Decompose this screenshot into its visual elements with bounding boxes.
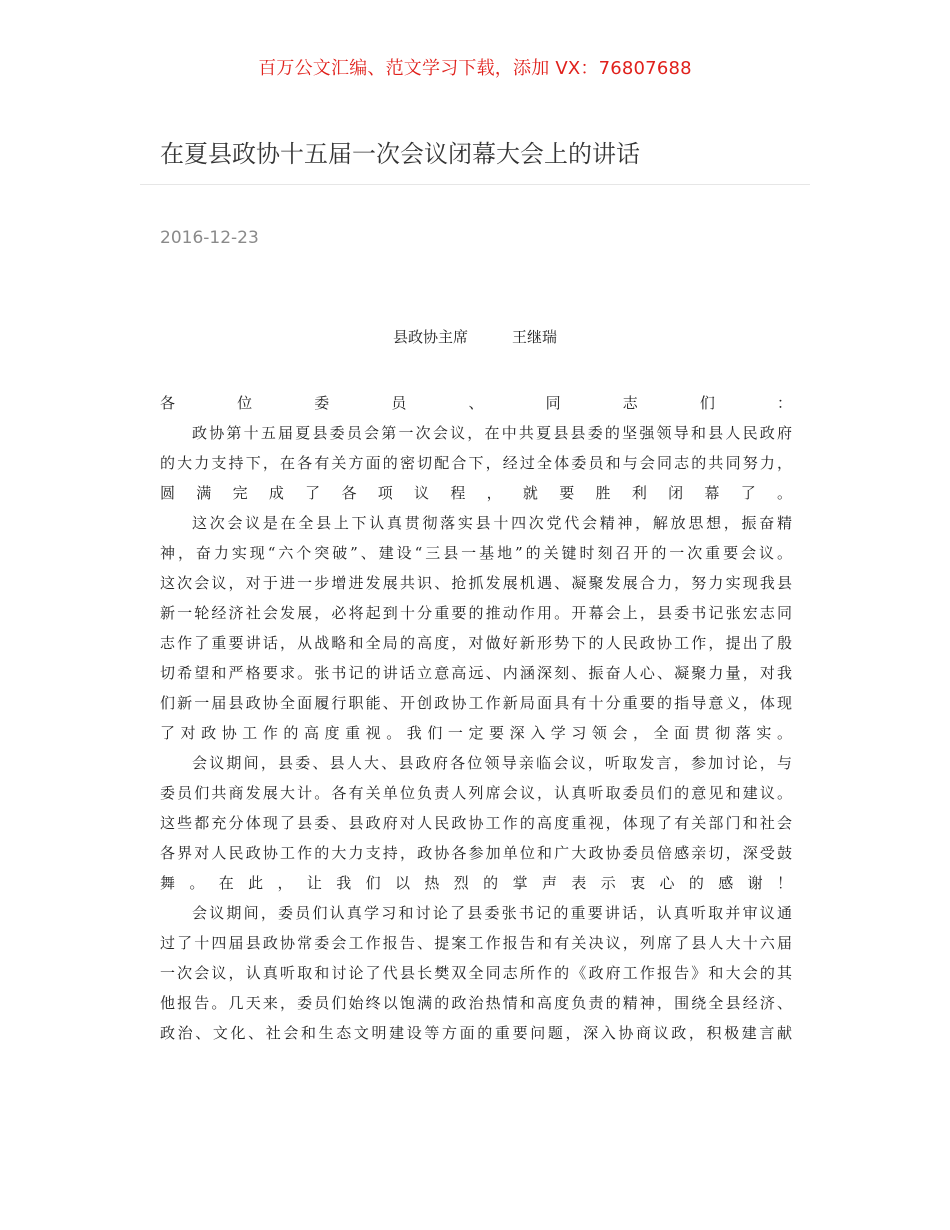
speech-line: 圆满完成了各项议程，就要胜利闭幕了。 [160, 484, 792, 502]
article-title: 在夏县政协十五届一次会议闭幕大会上的讲话 [160, 140, 640, 168]
speech-line: 过了十四届县政协常委会工作报告、提案工作报告和有关决议，列席了县人大十六届 [160, 934, 792, 952]
speech-body [160, 388, 792, 1048]
speech-line: 这次会议是在全县上下认真贯彻落实县十四次党代会精神，解放思想，振奋精 [192, 514, 792, 532]
speaker-byline [0, 324, 950, 350]
speech-line: 神，奋力实现“六个突破”、建设“三县一基地”的关键时刻召开的一次重要会议。 [160, 544, 792, 562]
speaker-name: 王继瑞 [512, 328, 558, 346]
speech-line: 会议期间，委员们认真学习和讨论了县委张书记的重要讲话，认真听取并审议通 [192, 904, 792, 922]
speech-line: 这次会议，对于进一步增进发展共识、抢抓发展机遇、凝聚发展合力，努力实现我县 [160, 574, 792, 592]
publish-date: 2016-12-23 [160, 228, 259, 248]
speech-line: 这些都充分体现了县委、县政府对人民政协工作的高度重视，体现了有关部门和社会 [160, 814, 792, 832]
speech-line: 切希望和严格要求。张书记的讲话立意高远、内涵深刻、振奋人心、凝聚力量，对我 [160, 664, 792, 682]
speech-line: 委员们共商发展大计。各有关单位负责人列席会议，认真听取委员们的意见和建议。 [160, 784, 792, 802]
speech-line: 的大力支持下，在各有关方面的密切配合下，经过全体委员和与会同志的共同努力， [160, 454, 792, 472]
speech-line: 各界对人民政协工作的大力支持，政协各参加单位和广大政协委员倍感亲切，深受鼓 [160, 844, 792, 862]
speech-line: 一次会议，认真听取和讨论了代县长樊双全同志所作的《政府工作报告》和大会的其 [160, 964, 792, 982]
speech-line: 新一轮经济社会发展，必将起到十分重要的推动作用。开幕会上，县委书记张宏志同 [160, 604, 792, 622]
speech-line: 政协第十五届夏县委员会第一次会议，在中共夏县县委的坚强领导和县人民政府 [192, 424, 792, 442]
speech-line: 舞。在此，让我们以热烈的掌声表示衷心的感谢！ [160, 874, 792, 892]
speech-line: 了对政协工作的高度重视。我们一定要深入学习领会，全面贯彻落实。 [160, 724, 792, 742]
speech-line: 们新一届县政协全面履行职能、开创政协工作新局面具有十分重要的指导意义，体现 [160, 694, 792, 712]
speech-line: 政治、文化、社会和生态文明建设等方面的重要问题，深入协商议政，积极建言献 [160, 1024, 792, 1042]
speech-line: 各位委员、同志们： [160, 394, 792, 412]
title-divider [140, 184, 810, 185]
speaker-position: 县政协主席 [392, 328, 468, 346]
speech-line: 志作了重要讲话，从战略和全局的高度，对做好新形势下的人民政协工作，提出了殷 [160, 634, 792, 652]
speech-line: 会议期间，县委、县人大、县政府各位领导亲临会议，听取发言，参加讨论，与 [192, 754, 792, 772]
speech-line: 他报告。几天来，委员们始终以饱满的政治热情和高度负责的精神，围绕全县经济、 [160, 994, 792, 1012]
download-banner: 百万公文汇编、范文学习下载，添加 VX：76807688 [258, 58, 692, 79]
